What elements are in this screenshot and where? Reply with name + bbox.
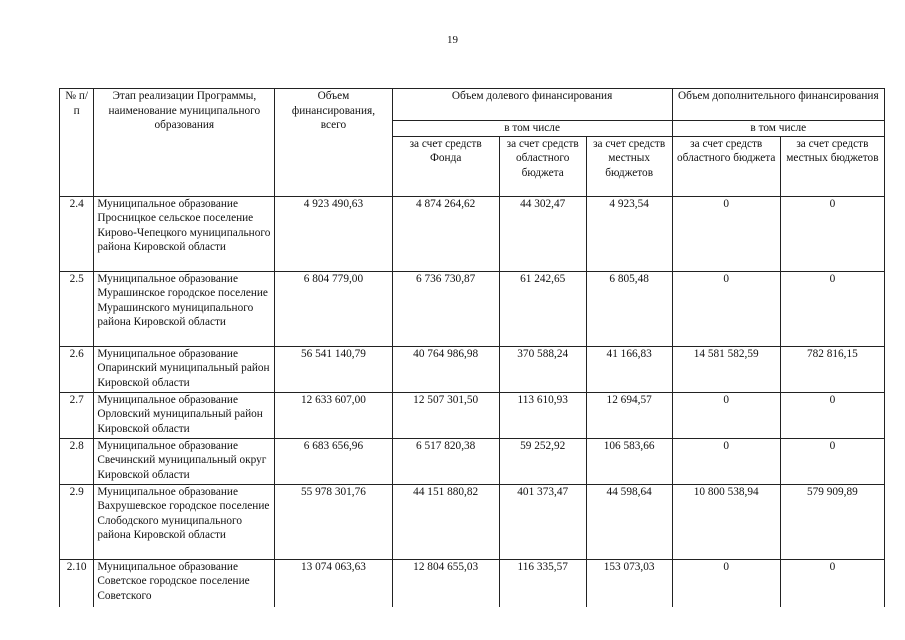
- row-local: 6 805,48: [586, 271, 672, 346]
- row-total: 6 683 656,96: [275, 438, 392, 484]
- page-number: 19: [447, 34, 458, 46]
- row-add-local: 0: [780, 559, 884, 607]
- row-add-local: 579 909,89: [780, 484, 884, 559]
- row-regional: 370 588,24: [499, 346, 586, 392]
- table-row: [60, 392, 885, 438]
- row-total: 12 633 607,00: [275, 392, 392, 438]
- row-num: 2.6: [60, 346, 94, 392]
- row-num: 2.8: [60, 438, 94, 484]
- row-num: 2.9: [60, 484, 94, 559]
- header-stage: Этап реализации Программы, наименование муниципального образования: [94, 89, 275, 197]
- header-add-local: за счет средств местных бюджетов: [780, 136, 884, 196]
- row-local: 41 166,83: [586, 346, 672, 392]
- row-fund: 6 517 820,38: [392, 438, 499, 484]
- row-regional: 61 242,65: [499, 271, 586, 346]
- header-regional: за счет средств областного бюджета: [499, 136, 586, 196]
- header-fund: за счет средств Фонда: [392, 136, 499, 196]
- row-add-regional: 0: [672, 392, 780, 438]
- row-name: Муниципальное образование Свечинский муниципальный округ Кировской области: [94, 438, 275, 484]
- row-add-regional: 14 581 582,59: [672, 346, 780, 392]
- row-num: 2.10: [60, 559, 94, 607]
- row-local: 106 583,66: [586, 438, 672, 484]
- header-total: Объем финансирования, всего: [275, 89, 392, 197]
- row-add-regional: 0: [672, 196, 780, 271]
- row-add-regional: 0: [672, 271, 780, 346]
- row-regional: 401 373,47: [499, 484, 586, 559]
- row-add-local: 0: [780, 196, 884, 271]
- row-regional: 59 252,92: [499, 438, 586, 484]
- table-row: [60, 438, 885, 484]
- table-row: [60, 271, 885, 346]
- row-add-local: 0: [780, 392, 884, 438]
- row-regional: 44 302,47: [499, 196, 586, 271]
- table-row: [60, 559, 885, 607]
- row-total: 6 804 779,00: [275, 271, 392, 346]
- header-num: № п/п: [60, 89, 94, 197]
- row-name: Муниципальное образование Орловский муниципальный район Кировской области: [94, 392, 275, 438]
- financing-table: [59, 88, 885, 607]
- header-including-additional: в том числе: [672, 121, 884, 137]
- row-name: Муниципальное образование Опаринский муниципальный район Кировской области: [94, 346, 275, 392]
- row-fund: 12 804 655,03: [392, 559, 499, 607]
- row-fund: 4 874 264,62: [392, 196, 499, 271]
- header-additional-financing: Объем дополнительного финансирования: [672, 89, 884, 121]
- row-fund: 40 764 986,98: [392, 346, 499, 392]
- table-row: [60, 346, 885, 392]
- row-name: Муниципальное образование Вахрушевское городское поселение Слободского муниципального района Кировской области: [94, 484, 275, 559]
- row-local: 4 923,54: [586, 196, 672, 271]
- table-row: [60, 196, 885, 271]
- row-total: 4 923 490,63: [275, 196, 392, 271]
- row-regional: 113 610,93: [499, 392, 586, 438]
- row-num: 2.5: [60, 271, 94, 346]
- row-name: Муниципальное образование Просницкое сельское поселение Кирово-Чепецкого муниципального района Кировской области: [94, 196, 275, 271]
- row-local: 12 694,57: [586, 392, 672, 438]
- header-shared-financing: Объем долевого финансирования: [392, 89, 672, 121]
- row-add-regional: 0: [672, 438, 780, 484]
- header-including-shared: в том числе: [392, 121, 672, 137]
- row-add-local: 782 816,15: [780, 346, 884, 392]
- header-local: за счет средств местных бюджетов: [586, 136, 672, 196]
- row-add-regional: 10 800 538,94: [672, 484, 780, 559]
- row-total: 55 978 301,76: [275, 484, 392, 559]
- row-total: 56 541 140,79: [275, 346, 392, 392]
- row-add-local: 0: [780, 438, 884, 484]
- row-name: Муниципальное образование Мурашинское городское поселение Мурашинского муниципального района Кировской области: [94, 271, 275, 346]
- row-num: 2.4: [60, 196, 94, 271]
- row-local: 153 073,03: [586, 559, 672, 607]
- header-add-regional: за счет средств областного бюджета: [672, 136, 780, 196]
- table-row: [60, 484, 885, 559]
- row-local: 44 598,64: [586, 484, 672, 559]
- row-fund: 12 507 301,50: [392, 392, 499, 438]
- row-add-local: 0: [780, 271, 884, 346]
- row-total: 13 074 063,63: [275, 559, 392, 607]
- row-fund: 6 736 730,87: [392, 271, 499, 346]
- row-regional: 116 335,57: [499, 559, 586, 607]
- row-name: Муниципальное образование Советское городское поселение Советского: [94, 559, 275, 607]
- row-add-regional: 0: [672, 559, 780, 607]
- row-num: 2.7: [60, 392, 94, 438]
- row-fund: 44 151 880,82: [392, 484, 499, 559]
